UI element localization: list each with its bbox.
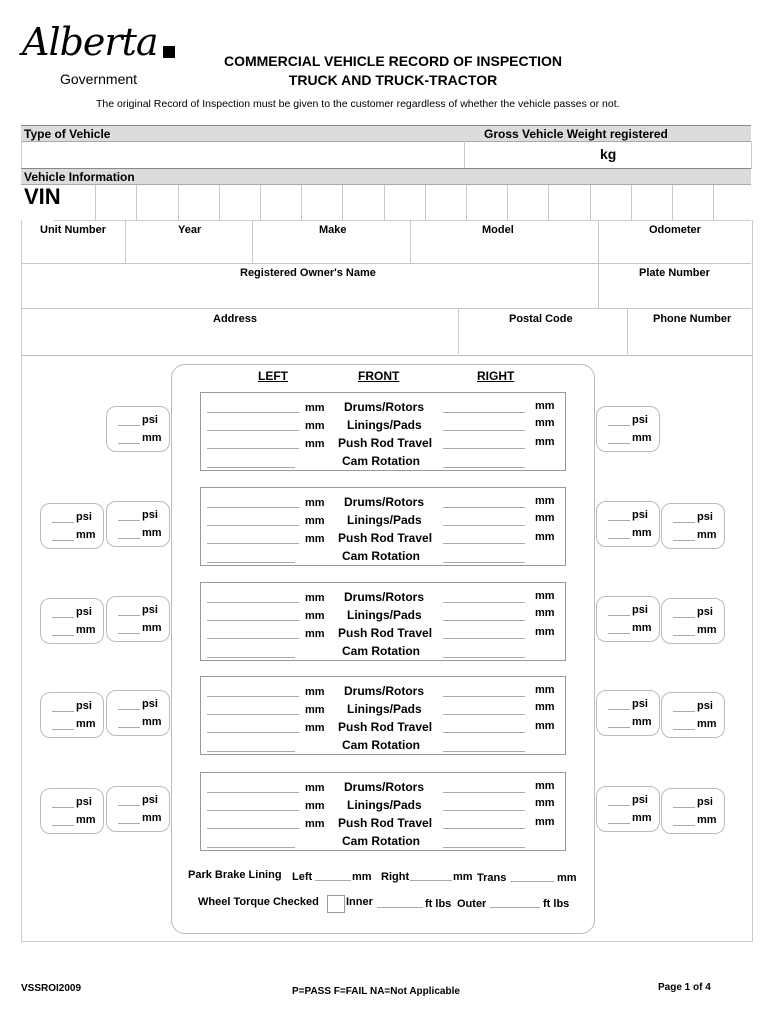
alberta-logo: Alberta bbox=[22, 20, 158, 64]
axle-4-right-field-3[interactable] bbox=[443, 732, 525, 733]
park-brake-left-label: Left bbox=[292, 871, 313, 883]
park-brake-trans-label: Trans bbox=[477, 872, 507, 884]
vin-cell-divider bbox=[631, 185, 632, 220]
axle-5-item-4: Cam Rotation bbox=[342, 834, 420, 848]
right-inner-psi-unit-2: psi bbox=[632, 509, 648, 521]
axle-4-right-mm-1: mm bbox=[535, 684, 555, 696]
axle-5-left-mm-2: mm bbox=[305, 800, 325, 812]
right-outer-gauge-3 bbox=[661, 598, 725, 644]
right-edge bbox=[751, 141, 752, 169]
axle-2-item-1: Drums/Rotors bbox=[344, 495, 425, 509]
park-brake-label: Park Brake Lining bbox=[188, 869, 282, 881]
left-inner-mm-field-3[interactable] bbox=[118, 633, 140, 634]
axle-2-right-field-3[interactable] bbox=[443, 543, 525, 544]
axle-1-left-mm-1: mm bbox=[305, 402, 325, 414]
left-outer-mm-unit-4: mm bbox=[76, 718, 96, 730]
axle-5-left-field-1[interactable] bbox=[207, 792, 299, 793]
alberta-flag-icon bbox=[163, 46, 175, 58]
axle-3-right-field-2[interactable] bbox=[443, 620, 525, 621]
right-outer-mm-field-5[interactable] bbox=[673, 825, 695, 826]
vin-cell-divider bbox=[219, 185, 220, 220]
axle-5-left-mm-3: mm bbox=[305, 818, 325, 830]
vin-cell-divider bbox=[425, 185, 426, 220]
inner-label: Inner bbox=[346, 896, 373, 908]
form-code: VSSROI2009 bbox=[21, 983, 82, 994]
row-divider-1 bbox=[21, 263, 751, 264]
col-divider bbox=[458, 308, 459, 354]
model-label: Model bbox=[482, 224, 514, 236]
right-outer-mm-unit-3: mm bbox=[697, 624, 717, 636]
left-inner-gauge-2 bbox=[106, 501, 170, 547]
col-divider bbox=[125, 220, 126, 263]
axle-2-right-field-1[interactable] bbox=[443, 507, 525, 508]
wheel-torque-checkbox[interactable] bbox=[327, 895, 345, 913]
inner-torque-field[interactable] bbox=[377, 907, 423, 908]
park-brake-trans-field[interactable] bbox=[510, 881, 554, 882]
right-outer-psi-field-2[interactable] bbox=[673, 522, 695, 523]
form-title bbox=[193, 52, 593, 90]
axle-1-item-1: Drums/Rotors bbox=[344, 400, 425, 414]
address-label: Address bbox=[213, 313, 258, 325]
unit-number-label: Unit Number bbox=[40, 224, 106, 236]
axle-2-right-field-2[interactable] bbox=[443, 525, 525, 526]
right-outer-gauge-5 bbox=[661, 788, 725, 834]
right-outer-mm-field-4[interactable] bbox=[673, 729, 695, 730]
left-inner-gauge-1 bbox=[106, 406, 170, 452]
left-inner-gauge-5 bbox=[106, 786, 170, 832]
left-inner-psi-field-5[interactable] bbox=[118, 805, 140, 806]
axle-3-left-mm-2: mm bbox=[305, 610, 325, 622]
park-brake-right-unit: mm bbox=[453, 871, 473, 883]
left-outer-mm-field-2[interactable] bbox=[52, 540, 74, 541]
axle-4-right-mm-3: mm bbox=[535, 720, 555, 732]
axle-1-left-field-4[interactable] bbox=[207, 467, 295, 468]
axle-1-item-3: Push Rod Travel bbox=[338, 436, 433, 450]
left-inner-psi-unit-5: psi bbox=[142, 794, 158, 806]
right-inner-gauge-4 bbox=[596, 690, 660, 736]
outer-label: Outer bbox=[457, 898, 487, 910]
title-line-1: COMMERCIAL VEHICLE RECORD OF INSPECTION bbox=[223, 53, 563, 69]
left-outer-psi-field-4[interactable] bbox=[52, 711, 74, 712]
axle-4-left-mm-1: mm bbox=[305, 686, 325, 698]
right-inner-psi-field-4[interactable] bbox=[608, 709, 630, 710]
axle-5-left-field-3[interactable] bbox=[207, 828, 299, 829]
axle-3-left-field-1[interactable] bbox=[207, 602, 299, 603]
left-inner-psi-field-2[interactable] bbox=[118, 520, 140, 521]
left-outer-psi-field-5[interactable] bbox=[52, 807, 74, 808]
right-outer-psi-unit-2: psi bbox=[697, 511, 713, 523]
axle-3-right-mm-3: mm bbox=[535, 626, 555, 638]
postal-code-label: Postal Code bbox=[509, 313, 573, 325]
park-brake-left-field[interactable] bbox=[315, 880, 351, 881]
axle-3-item-1: Drums/Rotors bbox=[344, 590, 425, 604]
left-outer-psi-unit-3: psi bbox=[76, 606, 92, 618]
axle-5-item-3: Push Rod Travel bbox=[338, 816, 433, 830]
right-inner-psi-field-5[interactable] bbox=[608, 805, 630, 806]
axle-1-right-mm-2: mm bbox=[535, 417, 555, 429]
col-divider bbox=[598, 220, 599, 308]
axle-3-left-field-3[interactable] bbox=[207, 638, 299, 639]
left-inner-mm-unit-3: mm bbox=[142, 622, 162, 634]
vehicle-info-grid bbox=[21, 220, 753, 356]
left-outer-gauge-5 bbox=[40, 788, 104, 834]
right-outer-psi-unit-4: psi bbox=[697, 700, 713, 712]
right-inner-mm-unit-1: mm bbox=[632, 432, 652, 444]
right-inner-mm-field-2[interactable] bbox=[608, 538, 630, 539]
axle-1-left-field-1[interactable] bbox=[207, 412, 299, 413]
left-inner-mm-unit-5: mm bbox=[142, 812, 162, 824]
vin-cell-divider bbox=[548, 185, 549, 220]
axle-2-left-field-3[interactable] bbox=[207, 543, 299, 544]
axle-3-right-field-3[interactable] bbox=[443, 638, 525, 639]
right-outer-gauge-4 bbox=[661, 692, 725, 738]
left-inner-mm-unit-4: mm bbox=[142, 716, 162, 728]
vin-cell-divider bbox=[178, 185, 179, 220]
vin-cell-divider bbox=[590, 185, 591, 220]
axle-2-left-field-1[interactable] bbox=[207, 507, 299, 508]
right-outer-mm-unit-5: mm bbox=[697, 814, 717, 826]
left-inner-mm-unit-2: mm bbox=[142, 527, 162, 539]
right-inner-mm-field-4[interactable] bbox=[608, 727, 630, 728]
title-line-2: TRUCK AND TRUCK-TRACTOR bbox=[288, 72, 498, 88]
right-inner-mm-field-3[interactable] bbox=[608, 633, 630, 634]
axle-2-left-mm-2: mm bbox=[305, 515, 325, 527]
outer-unit: ft lbs bbox=[543, 898, 570, 910]
left-outer-psi-unit-5: psi bbox=[76, 796, 92, 808]
axle-2-right-mm-2: mm bbox=[535, 512, 555, 524]
axle-2-right-field-4[interactable] bbox=[443, 562, 525, 563]
axle-4-left-mm-3: mm bbox=[305, 722, 325, 734]
odometer-label: Odometer bbox=[649, 224, 701, 236]
axle-4-left-field-2[interactable] bbox=[207, 714, 299, 715]
axle-2-right-mm-3: mm bbox=[535, 531, 555, 543]
right-inner-gauge-2 bbox=[596, 501, 660, 547]
gvw-unit: kg bbox=[600, 146, 617, 162]
axle-5-right-mm-1: mm bbox=[535, 780, 555, 792]
left-outer-psi-field-2[interactable] bbox=[52, 522, 74, 523]
axle-5-right-field-4[interactable] bbox=[443, 847, 525, 848]
right-inner-mm-field-1[interactable] bbox=[608, 443, 630, 444]
right-outer-psi-field-3[interactable] bbox=[673, 617, 695, 618]
right-heading: RIGHT bbox=[477, 369, 515, 383]
axle-4-right-field-1[interactable] bbox=[443, 696, 525, 697]
left-inner-psi-unit-2: psi bbox=[142, 509, 158, 521]
left-inner-mm-field-2[interactable] bbox=[118, 538, 140, 539]
outer-torque-field[interactable] bbox=[490, 907, 540, 908]
axle-4-right-field-2[interactable] bbox=[443, 714, 525, 715]
park-brake-right-label: Right bbox=[381, 871, 410, 883]
axle-3-left-field-4[interactable] bbox=[207, 657, 295, 658]
axle-1-left-mm-2: mm bbox=[305, 420, 325, 432]
axle-4-item-4: Cam Rotation bbox=[342, 738, 420, 752]
left-inner-psi-unit-3: psi bbox=[142, 604, 158, 616]
axle-5-right-field-1[interactable] bbox=[443, 792, 525, 793]
axle-2-left-field-4[interactable] bbox=[207, 562, 295, 563]
axle-4-item-1: Drums/Rotors bbox=[344, 684, 425, 698]
left-inner-psi-field-1[interactable] bbox=[118, 425, 140, 426]
left-inner-mm-unit-1: mm bbox=[142, 432, 162, 444]
right-inner-psi-unit-1: psi bbox=[632, 414, 648, 426]
axle-3-item-2: Linings/Pads bbox=[347, 608, 422, 622]
left-outer-mm-unit-2: mm bbox=[76, 529, 96, 541]
vehicle-info-label: Vehicle Information bbox=[24, 170, 135, 184]
make-label: Make bbox=[319, 224, 347, 236]
vin-cell-divider bbox=[507, 185, 508, 220]
axle-2-left-mm-3: mm bbox=[305, 533, 325, 545]
axle-3-right-field-4[interactable] bbox=[443, 657, 525, 658]
vin-label: VIN bbox=[24, 184, 61, 209]
col-divider bbox=[627, 308, 628, 354]
col-divider bbox=[410, 220, 411, 263]
phone-number-label: Phone Number bbox=[653, 313, 732, 325]
left-inner-psi-unit-4: psi bbox=[142, 698, 158, 710]
gvw-label: Gross Vehicle Weight registered bbox=[484, 127, 668, 141]
right-inner-psi-field-2[interactable] bbox=[608, 520, 630, 521]
right-inner-gauge-1 bbox=[596, 406, 660, 452]
vin-cell-divider bbox=[136, 185, 137, 220]
right-outer-psi-unit-5: psi bbox=[697, 796, 713, 808]
left-outer-gauge-3 bbox=[40, 598, 104, 644]
vin-cell-divider bbox=[301, 185, 302, 220]
axle-5-right-field-2[interactable] bbox=[443, 810, 525, 811]
left-outer-psi-field-3[interactable] bbox=[52, 617, 74, 618]
government-label: Government bbox=[60, 71, 138, 87]
axle-3-right-mm-1: mm bbox=[535, 590, 555, 602]
axle-1-item-2: Linings/Pads bbox=[347, 418, 422, 432]
vin-cell-divider bbox=[260, 185, 261, 220]
axle-3-item-3: Push Rod Travel bbox=[338, 626, 433, 640]
axle-5-item-2: Linings/Pads bbox=[347, 798, 422, 812]
axle-3-right-field-1[interactable] bbox=[443, 602, 525, 603]
axle-5-left-field-4[interactable] bbox=[207, 847, 295, 848]
axle-2-right-mm-1: mm bbox=[535, 495, 555, 507]
left-outer-psi-unit-4: psi bbox=[76, 700, 92, 712]
axle-1-right-field-4[interactable] bbox=[443, 467, 525, 468]
right-inner-psi-field-3[interactable] bbox=[608, 615, 630, 616]
axle-5-left-field-2[interactable] bbox=[207, 810, 299, 811]
right-inner-gauge-3 bbox=[596, 596, 660, 642]
front-heading: FRONT bbox=[358, 369, 400, 383]
axle-4-item-3: Push Rod Travel bbox=[338, 720, 433, 734]
left-outer-mm-unit-5: mm bbox=[76, 814, 96, 826]
axle-3-item-4: Cam Rotation bbox=[342, 644, 420, 658]
left-inner-mm-field-1[interactable] bbox=[118, 443, 140, 444]
left-outer-gauge-4 bbox=[40, 692, 104, 738]
left-inner-psi-unit-1: psi bbox=[142, 414, 158, 426]
col-divider bbox=[252, 220, 253, 263]
axle-1-right-field-2[interactable] bbox=[443, 430, 525, 431]
axle-4-left-field-4[interactable] bbox=[207, 751, 295, 752]
right-inner-psi-field-1[interactable] bbox=[608, 425, 630, 426]
axle-2-item-4: Cam Rotation bbox=[342, 549, 420, 563]
gvw-divider bbox=[464, 141, 465, 168]
type-of-vehicle-label: Type of Vehicle bbox=[24, 127, 111, 141]
vin-cell-divider bbox=[672, 185, 673, 220]
axle-1-left-field-2[interactable] bbox=[207, 430, 299, 431]
left-heading: LEFT bbox=[258, 369, 288, 383]
right-inner-gauge-5 bbox=[596, 786, 660, 832]
axle-2-left-field-2[interactable] bbox=[207, 525, 299, 526]
right-inner-mm-unit-2: mm bbox=[632, 527, 652, 539]
right-outer-mm-field-2[interactable] bbox=[673, 540, 695, 541]
left-inner-mm-field-4[interactable] bbox=[118, 727, 140, 728]
axle-3-left-mm-1: mm bbox=[305, 592, 325, 604]
axle-4-left-field-1[interactable] bbox=[207, 696, 299, 697]
inner-unit: ft lbs bbox=[425, 898, 452, 910]
left-outer-psi-unit-2: psi bbox=[76, 511, 92, 523]
axle-3-right-mm-2: mm bbox=[535, 607, 555, 619]
left-outer-mm-unit-3: mm bbox=[76, 624, 96, 636]
axle-1-right-field-3[interactable] bbox=[443, 448, 525, 449]
axle-5-left-mm-1: mm bbox=[305, 782, 325, 794]
axle-1-right-field-1[interactable] bbox=[443, 412, 525, 413]
right-inner-mm-unit-3: mm bbox=[632, 622, 652, 634]
axle-1-left-field-3[interactable] bbox=[207, 448, 299, 449]
axle-1-left-mm-3: mm bbox=[305, 438, 325, 450]
axle-4-right-mm-2: mm bbox=[535, 701, 555, 713]
axle-5-item-1: Drums/Rotors bbox=[344, 780, 425, 794]
wheel-torque-label: Wheel Torque Checked bbox=[198, 896, 319, 908]
right-inner-psi-unit-3: psi bbox=[632, 604, 648, 616]
right-inner-psi-unit-4: psi bbox=[632, 698, 648, 710]
axle-1-right-mm-1: mm bbox=[535, 400, 555, 412]
year-label: Year bbox=[178, 224, 202, 236]
park-brake-trans-unit: mm bbox=[557, 872, 577, 884]
axle-2-left-mm-1: mm bbox=[305, 497, 325, 509]
vin-cell-divider bbox=[713, 185, 714, 220]
right-outer-psi-field-4[interactable] bbox=[673, 711, 695, 712]
right-outer-psi-unit-3: psi bbox=[697, 606, 713, 618]
left-inner-mm-field-5[interactable] bbox=[118, 823, 140, 824]
vin-cell-divider bbox=[466, 185, 467, 220]
axle-2-item-2: Linings/Pads bbox=[347, 513, 422, 527]
axle-5-right-mm-2: mm bbox=[535, 797, 555, 809]
right-inner-mm-field-5[interactable] bbox=[608, 823, 630, 824]
vin-cell-divider bbox=[384, 185, 385, 220]
axle-1-right-mm-3: mm bbox=[535, 436, 555, 448]
left-inner-psi-field-4[interactable] bbox=[118, 709, 140, 710]
axle-4-right-field-4[interactable] bbox=[443, 751, 525, 752]
right-inner-mm-unit-5: mm bbox=[632, 812, 652, 824]
row-divider-2 bbox=[21, 308, 751, 309]
left-inner-psi-field-3[interactable] bbox=[118, 615, 140, 616]
right-outer-mm-unit-2: mm bbox=[697, 529, 717, 541]
notice-text: The original Record of Inspection must be given to the customer regardless of whether the vehicle passes or not. bbox=[96, 98, 620, 110]
axle-4-item-2: Linings/Pads bbox=[347, 702, 422, 716]
left-outer-mm-field-4[interactable] bbox=[52, 729, 74, 730]
right-inner-mm-unit-4: mm bbox=[632, 716, 652, 728]
axle-4-left-field-3[interactable] bbox=[207, 732, 299, 733]
right-outer-gauge-2 bbox=[661, 503, 725, 549]
axle-1-item-4: Cam Rotation bbox=[342, 454, 420, 468]
right-inner-psi-unit-5: psi bbox=[632, 794, 648, 806]
vin-cell-divider bbox=[95, 185, 96, 220]
left-outer-mm-field-5[interactable] bbox=[52, 825, 74, 826]
type-of-vehicle-field[interactable] bbox=[22, 142, 463, 167]
right-outer-psi-field-5[interactable] bbox=[673, 807, 695, 808]
vin-field[interactable] bbox=[54, 185, 751, 221]
vin-cell-divider bbox=[342, 185, 343, 220]
axle-3-left-mm-3: mm bbox=[305, 628, 325, 640]
axle-2-item-3: Push Rod Travel bbox=[338, 531, 433, 545]
park-brake-right-field[interactable] bbox=[410, 880, 452, 881]
right-outer-mm-field-3[interactable] bbox=[673, 635, 695, 636]
axle-3-left-field-2[interactable] bbox=[207, 620, 299, 621]
axle-5-right-mm-3: mm bbox=[535, 816, 555, 828]
plate-number-label: Plate Number bbox=[639, 267, 710, 279]
left-outer-mm-field-3[interactable] bbox=[52, 635, 74, 636]
left-inner-gauge-4 bbox=[106, 690, 170, 736]
owner-name-label: Registered Owner's Name bbox=[240, 267, 376, 279]
axle-5-right-field-3[interactable] bbox=[443, 828, 525, 829]
left-inner-gauge-3 bbox=[106, 596, 170, 642]
axle-4-left-mm-2: mm bbox=[305, 704, 325, 716]
park-brake-left-unit: mm bbox=[352, 871, 372, 883]
page-number: Page 1 of 4 bbox=[658, 982, 711, 993]
right-outer-mm-unit-4: mm bbox=[697, 718, 717, 730]
legend: P=PASS F=FAIL NA=Not Applicable bbox=[292, 986, 460, 997]
left-outer-gauge-2 bbox=[40, 503, 104, 549]
